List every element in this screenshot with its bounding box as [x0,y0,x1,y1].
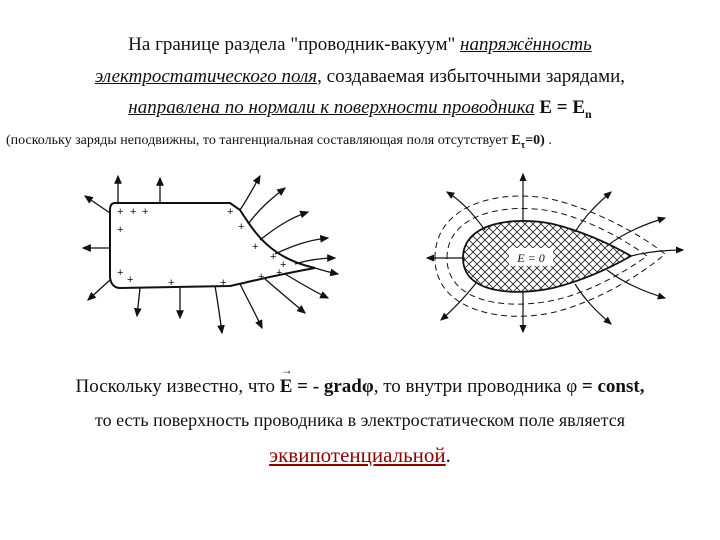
heading-line-1: На границе раздела "проводник-вакуум" напряжённость [128,34,592,55]
conclusion-line-3: эквипотенциальной. [269,443,451,467]
phi-symbol: φ [566,376,578,397]
svg-text:+: + [127,274,134,286]
conclusion-line-2: то есть поверхность проводника в электростатическом поле является [94,410,626,430]
note-tangential: (поскольку заряды неподвижны, то тангенциальная составляющая поля отсутствует $E_\tau=0$) . [6,133,552,151]
svg-text:+: + [117,267,124,279]
term-equipotential: эквипотенциальной [269,443,446,467]
svg-text:+: + [220,277,227,289]
term-normal-direction: направлена по нормали к поверхности проводника [128,97,535,118]
formula-e-en: $E = E_n$ [539,97,592,121]
svg-text:+: + [168,277,175,289]
svg-text:+: + [258,271,265,283]
conclusion-line-1: Поскольку известно, что → E = - gradφ, то внутри проводника φ = const, [0,376,720,398]
conductor-field-diagram-left [80,168,340,338]
inside-field-label: E = 0 [517,251,545,265]
term-field-strength: напряжённость [460,34,592,55]
svg-text:+: + [130,206,137,218]
svg-text:+: + [238,221,245,233]
equipotential-diagram-right [425,172,687,334]
svg-text:+: + [270,251,277,263]
heading-line-3 [0,97,720,122]
formula-e-tau: $E_\tau=0$) [511,133,545,151]
formula-e-grad-phi: → E = - gradφ [280,376,374,397]
svg-text:+: + [252,241,259,253]
svg-text:+: + [142,206,149,218]
svg-text:+: + [276,267,283,279]
term-electrostatic-field: электростатического поля [94,66,318,87]
heading-line-2: электростатического поля, создаваемая избыточными зарядами, [94,66,626,87]
svg-text:+: + [227,206,234,218]
svg-text:+: + [117,224,124,236]
svg-text:+: + [280,259,287,271]
svg-text:+: + [117,206,124,218]
